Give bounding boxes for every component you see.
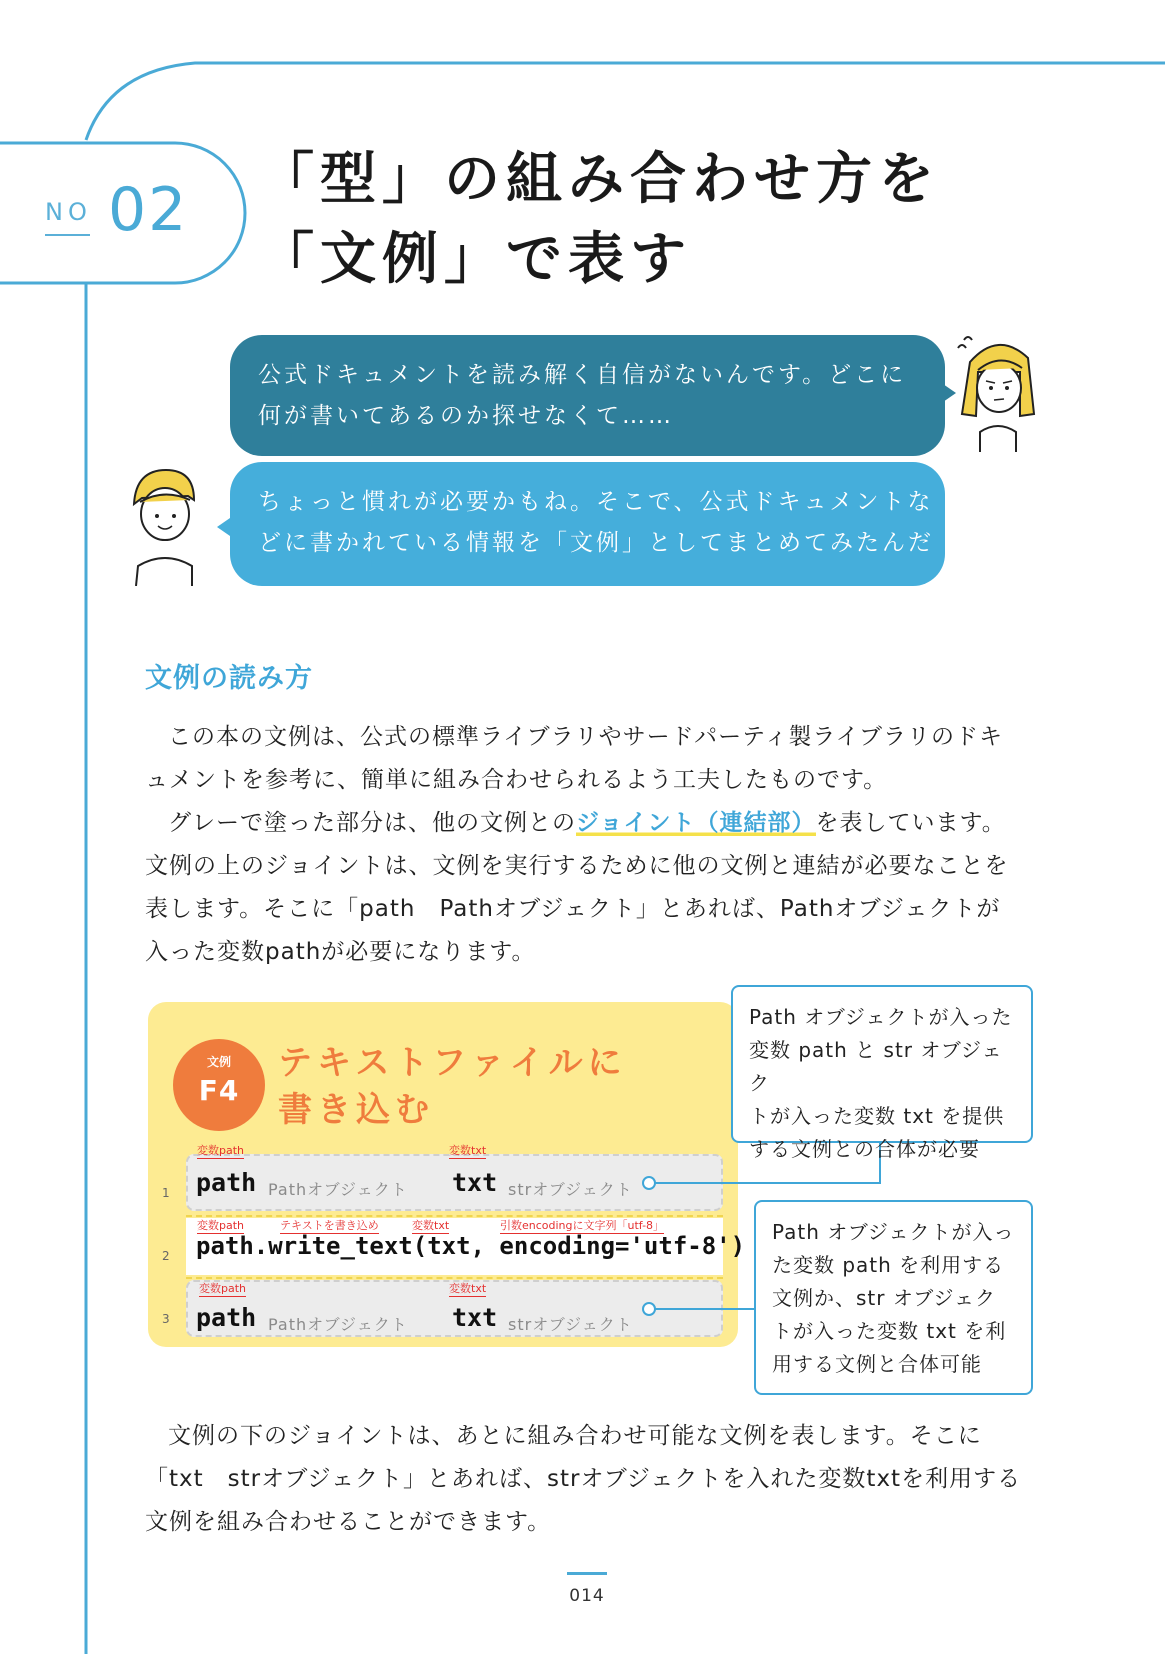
text-line: ュメントを参考に、簡単に組み合わせられるよう工夫したものです。 (145, 767, 888, 793)
body-paragraph-1 (145, 716, 1050, 974)
code-variable: txt (452, 1168, 498, 1197)
example-title-line-1: テキストファイルに (278, 1043, 627, 1083)
bubble-line: ちょっと慣れが必要かもね。そこで、公式ドキュメントな (258, 489, 934, 515)
text-fragment: グレーで塗った部分は、他の文例との (168, 810, 576, 836)
callout-line: Path オブジェクトが入っ (772, 1220, 1015, 1244)
speech-bubble-man (230, 462, 945, 586)
page-title-line-1: 「型」の組み合わせ方を (258, 147, 940, 212)
text-line: 文例を組み合わせることができます。 (145, 1509, 552, 1535)
line-number: 1 (162, 1186, 170, 1200)
joint-label: テキストを書き込め (280, 1219, 379, 1232)
callout-bottom-joint (754, 1200, 1033, 1395)
code-statement: path.write_text(txt, encoding='utf-8') (196, 1232, 746, 1260)
page-title-line-2: 「文例」で表す (258, 227, 692, 292)
chapter-number: 02 (108, 175, 189, 245)
page-number: 014 (569, 1586, 605, 1606)
code-variable: path (196, 1303, 257, 1332)
joint-label: 変数txt (449, 1144, 487, 1157)
speech-bubble-woman (230, 335, 945, 456)
text-fragment: を表しています。 (815, 810, 1006, 836)
bubble-line: 公式ドキュメントを読み解く自信がないんです。どこに (258, 362, 907, 388)
callout-line: トが入った変数 txt を提供 (749, 1104, 1005, 1128)
text-line: この本の文例は、公式の標準ライブラリやサードパーティ製ライブラリのドキ (168, 724, 1003, 750)
code-type-label: strオブジェクト (508, 1180, 633, 1199)
example-badge (173, 1039, 265, 1131)
man-character-illustration (130, 466, 200, 586)
line-number: 2 (162, 1249, 170, 1263)
text-line: 表します。そこに「path Pathオブジェクト」とあれば、Pathオブジェクトが (145, 896, 1001, 922)
body-paragraph-3 (145, 1415, 1050, 1544)
callout-line: する文例との合体が必要 (749, 1137, 980, 1161)
joint-label: 変数path (199, 1282, 247, 1295)
line-number: 3 (162, 1312, 170, 1326)
code-type-label: Pathオブジェクト (268, 1180, 408, 1199)
callout-top-joint (731, 985, 1033, 1161)
code-variable: txt (452, 1303, 498, 1332)
callout-line: 文例か、str オブジェク (772, 1286, 997, 1310)
text-line: 文例の下のジョイントは、あとに組み合わせ可能な文例を表します。そこに (168, 1423, 982, 1449)
text-line: 入った変数pathが必要になります。 (145, 939, 536, 965)
callout-line: Path オブジェクトが入った (749, 1005, 1013, 1029)
callout-line: 用する文例と合体可能 (772, 1352, 982, 1376)
joint-label: 変数path (197, 1144, 245, 1157)
badge-id: F4 (198, 1074, 240, 1107)
joint-highlight-term: ジョイント（連結部） (576, 810, 816, 836)
code-type-label: strオブジェクト (508, 1315, 633, 1334)
joint-label: 引数encodingに文字列「utf-8」 (500, 1219, 665, 1232)
callout-line: た変数 path を利用する (772, 1253, 1005, 1277)
section-heading: 文例の読み方 (145, 663, 313, 694)
code-type-label: Pathオブジェクト (268, 1315, 408, 1334)
text-line: 文例の上のジョイントは、文例を実行するために他の文例と連結が必要なことを (145, 853, 1009, 879)
row-divider (186, 1215, 723, 1217)
woman-character-illustration (950, 332, 1046, 452)
text-line: 「txt strオブジェクト」とあれば、strオブジェクトを入れた変数txtを利用する (145, 1466, 1022, 1492)
bubble-line: どに書かれている情報を「文例」としてまとめてみたんだ (258, 530, 934, 556)
code-variable: path (196, 1168, 257, 1197)
bubble-tail (943, 384, 956, 402)
callout-line: 変数 path と str オブジェク (749, 1038, 1003, 1095)
bubble-tail (217, 518, 230, 536)
joint-label: 変数txt (412, 1219, 450, 1232)
page-number-rule (567, 1572, 607, 1575)
bubble-line: 何が書いてあるのか探せなくて…… (258, 403, 674, 429)
joint-label: 変数path (197, 1219, 245, 1232)
joint-label: 変数txt (449, 1282, 487, 1295)
badge-label: 文例 (206, 1055, 231, 1069)
chapter-no-underline (45, 234, 90, 236)
example-title-line-2: 書き込む (278, 1090, 434, 1130)
chapter-no-label: NO (45, 198, 92, 226)
text-line (145, 802, 1050, 845)
callout-line: トが入った変数 txt を利 (772, 1319, 1007, 1343)
row-divider (186, 1277, 723, 1279)
